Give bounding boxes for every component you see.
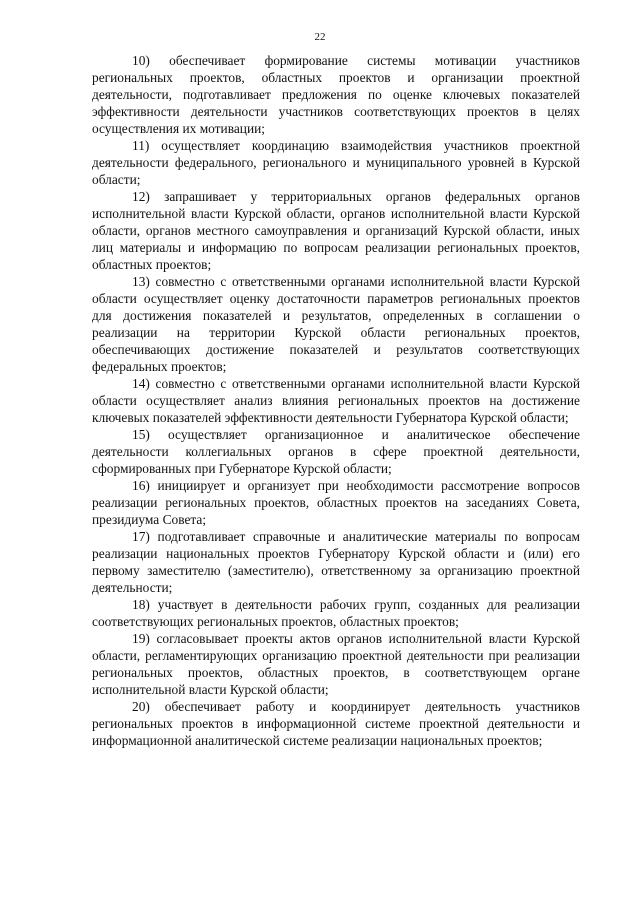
paragraph-item-11: 11) осуществляет координацию взаимодействия участников проектной деятельности федерального, регионального и муниципального уровней в Курской области; [92,138,580,187]
paragraph-item-17: 17) подготавливает справочные и аналитические материалы по вопросам реализации национальных проектов Губернатору Курской области и (или) его первому заместителю (заместителю), ответственному за организацию проектной деятельности; [92,529,580,595]
paragraph-item-16: 16) инициирует и организует при необходимости рассмотрение вопросов реализации региональных проектов, областных проектов на заседаниях Совета, президиума Совета; [92,478,580,527]
paragraph-item-20: 20) обеспечивает работу и координирует деятельность участников региональных проектов в информационной системе проектной деятельности и информационной аналитической системе реализации национальных проектов; [92,699,580,748]
paragraph-item-15: 15) осуществляет организационное и аналитическое обеспечение деятельности коллегиальных органов в сфере проектной деятельности, сформированных при Губернаторе Курской области; [92,427,580,476]
paragraph-item-12: 12) запрашивает у территориальных органов федеральных органов исполнительной власти Курской области, органов исполнительной власти Курской области, органов местного самоуправления и организаций Курской области, иных лиц материалы и информацию по вопросам реализации региональных проектов, областных проектов; [92,189,580,272]
paragraph-item-10: 10) обеспечивает формирование системы мотивации участников региональных проектов, областных проектов и организации проектной деятельности, подготавливает предложения по оценке ключевых показателей эффективности деятельности участников соответствующих проектов в целях осуществления их мотивации; [92,53,580,136]
page-number: 22 [314,31,326,43]
paragraph-item-13: 13) совместно с ответственными органами исполнительной власти Курской области осуществляет оценку достаточности параметров региональных проектов для достижения показателей и результатов, определенных в соглашении о реализации на территории Курской области региональных проектов, обеспечивающих достижение показателей и результатов соответствующих федеральных проектов; [92,274,580,374]
paragraph-item-18: 18) участвует в деятельности рабочих групп, созданных для реализации соответствующих региональных проектов, областных проектов; [92,597,580,629]
document-body [92,52,580,749]
paragraph-item-19: 19) согласовывает проекты актов органов исполнительной власти Курской области, регламентирующих организацию проектной деятельности при реализации региональных проектов, областных проектов, в соответствующем органе исполнительной власти Курской области; [92,631,580,697]
paragraph-item-14: 14) совместно с ответственными органами исполнительной власти Курской области осуществляет анализ влияния региональных проектов на достижение ключевых показателей эффективности деятельности Губернатора Курской области; [92,376,580,425]
